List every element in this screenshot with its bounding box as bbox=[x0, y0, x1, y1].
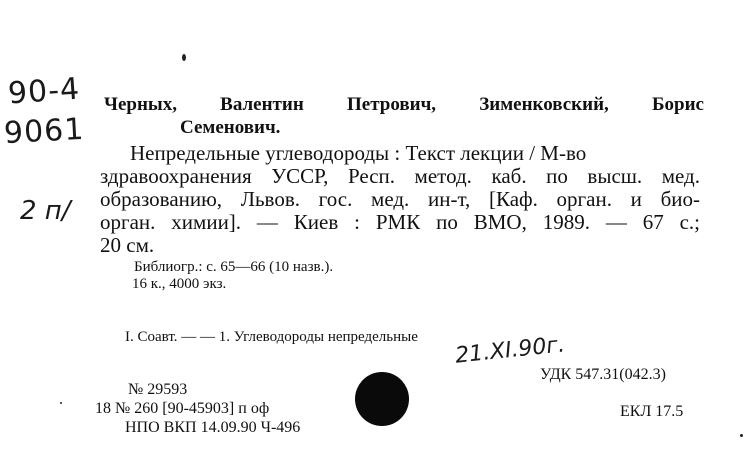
tracing-line: I. Соавт. — — 1. Углеводороды непредельные bbox=[125, 329, 418, 345]
handwritten-code-bottom: 9061 bbox=[3, 111, 86, 152]
card-number: № 29593 bbox=[128, 381, 188, 398]
ink-speck bbox=[740, 434, 743, 437]
authors-continuation: Семенович. bbox=[180, 117, 281, 138]
handwritten-date: 21.XI.90г. bbox=[453, 332, 567, 369]
print-run-note: 16 к., 4000 экз. bbox=[132, 276, 227, 292]
body-line-5: 20 см. bbox=[100, 233, 155, 257]
punch-hole bbox=[355, 372, 409, 426]
body-line-2: здравоохранения УССР, Респ. метод. каб. по высш. мед. bbox=[100, 164, 700, 188]
ink-speck bbox=[182, 54, 186, 61]
authors-line: Черных, Валентин Петрович, Зименковский, Борис bbox=[104, 94, 704, 115]
order-line: 18 № 260 [90-45903] п оф bbox=[95, 400, 270, 417]
udk-code: УДК 547.31(042.3) bbox=[540, 366, 666, 383]
ink-speck bbox=[60, 402, 62, 404]
body-line-3: образованию, Львов. гос. мед. ин-т, [Каф. орган. и био- bbox=[100, 187, 700, 211]
body-line-1: Непредельные углеводороды : Текст лекции / М-во bbox=[130, 141, 587, 165]
handwritten-copies: 2 п/ bbox=[20, 196, 71, 226]
ekl-code: ЕКЛ 17.5 bbox=[620, 403, 684, 420]
organization-line: НПО ВКП 14.09.90 Ч-496 bbox=[125, 419, 301, 436]
handwritten-code-top: 90-4 bbox=[6, 71, 82, 112]
body-line-4: орган. химии]. — Киев : РМК по ВМО, 1989. — 67 с.; bbox=[100, 210, 700, 234]
bibliography-note: Библиогр.: с. 65—66 (10 назв.). bbox=[134, 259, 334, 275]
